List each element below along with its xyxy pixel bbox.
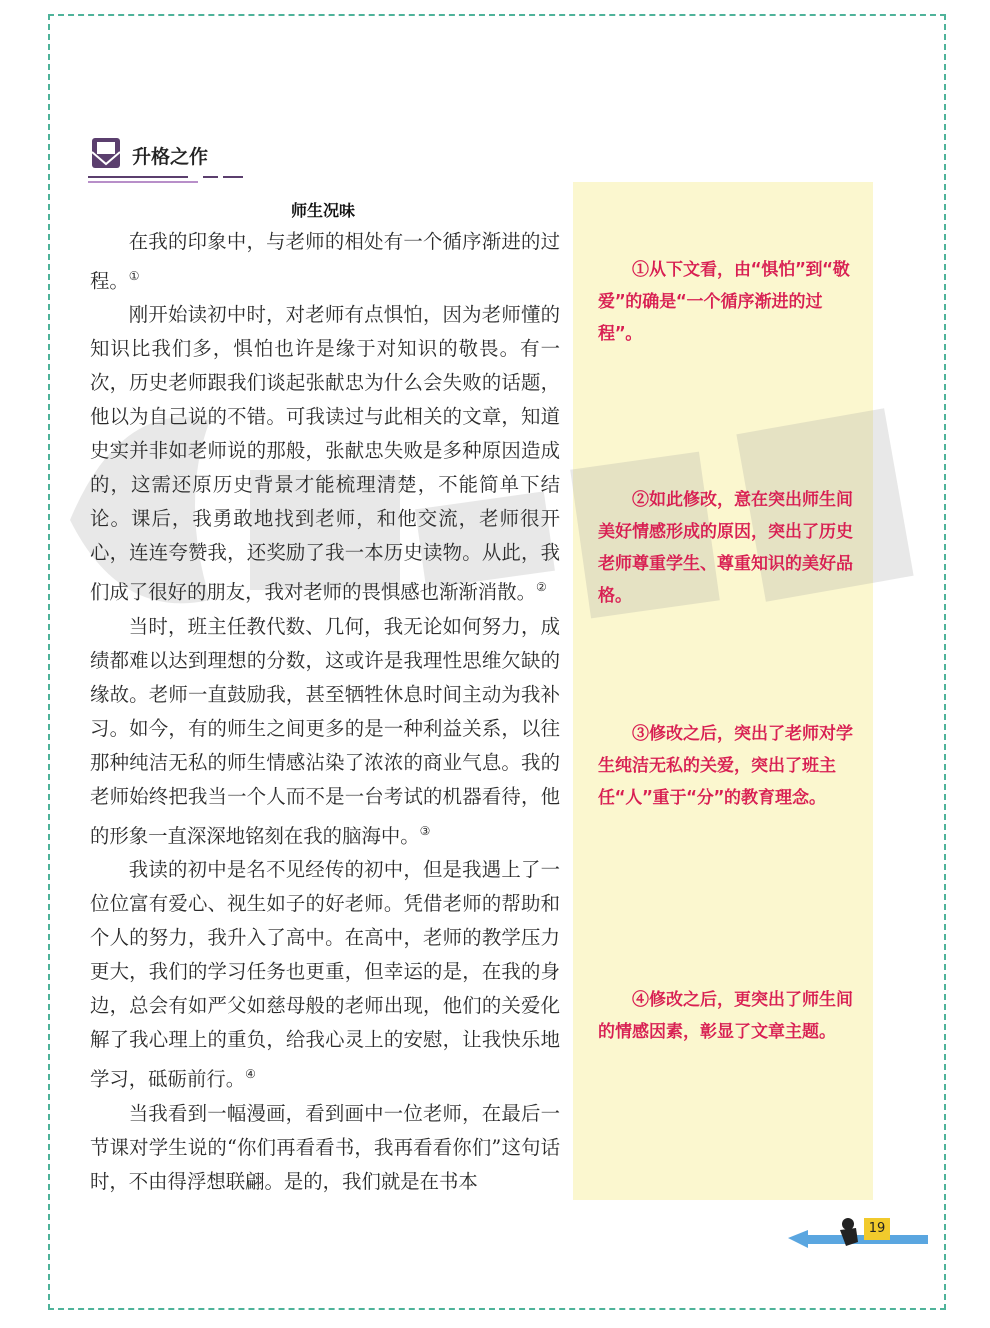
paragraph: 当我看到一幅漫画，看到画中一位老师，在最后一节课对学生说的“你们再看看书，我再看看你们”这句话时，不由得浮想联翩。是的，我们就是在书本 — [90, 1101, 560, 1193]
section-header — [88, 132, 388, 192]
arrow-icon — [786, 1208, 934, 1256]
annotation-marker: ① — [128, 269, 140, 283]
side-note-1: ①从下文看，由“惧怕”到“敬爱”的确是“一个循序渐进的过程”。 — [598, 260, 850, 344]
page-number-badge — [786, 1208, 934, 1256]
side-note-3: ③修改之后，突出了老师对学生纯洁无私的关爱，突出了班主任“人”重于“分”的教育理念。 — [598, 724, 853, 808]
article-title: 师生况味 — [290, 201, 355, 220]
annotation-marker: ④ — [245, 1067, 256, 1082]
paragraph: 当时，班主任教代数、几何，我无论如何努力，成绩都难以达到理想的分数，这或许是我理性思维欠缺的缘故。老师一直鼓励我，甚至牺牲休息时间主动为我补习。如今，有的师生之间更多的是一种利益关系，以往那种纯洁无私的师生情感沾染了浓浓的商业气息。我的老师始终把我当一个人而不是一台考试的机器看待，他的形象一直深深地铭刻在我的脑海中。③ — [90, 614, 560, 848]
section-label: 升格之作 — [132, 146, 209, 168]
side-note-4: ④修改之后，更突出了师生间的情感因素，彰显了文章主题。 — [598, 990, 853, 1042]
envelope-icon — [88, 132, 126, 172]
article-body — [90, 225, 560, 1199]
page-number: 19 — [864, 1218, 890, 1240]
paragraph: 我读的初中是名不见经传的初中，但是我遇上了一位位富有爱心、视生如子的好老师。凭借老师的帮助和个人的努力，我升入了高中。在高中，老师的教学压力更大，我们的学习任务也更重，但幸运的是，在我的身边，总会有如严父如慈母般的老师出现，他们的关爱化解了我心理上的重负，给我心灵上的安慰，让我快乐地学习，砥砺前行。④ — [90, 858, 560, 1091]
header-underline — [88, 174, 248, 186]
side-note-2: ②如此修改，意在突出师生间美好情感形成的原因，突出了历史老师尊重学生、尊重知识的美好品格。 — [598, 490, 853, 606]
paragraph: 在我的印象中，与老师的相处有一个循序渐进的过程。① — [90, 230, 560, 293]
annotation-marker: ② — [535, 580, 547, 595]
annotation-marker: ③ — [419, 823, 431, 838]
paragraph: 刚开始读初中时，对老师有点惧怕，因为老师懂的知识比我们多，惧怕也许是缘于对知识的敬畏。有一次，历史老师跟我们谈起张献忠为什么会失败的话题，他以为自己说的不错。可我读过与此相关的文章，知道史实并非如老师说的那般，张献忠失败是多种原因造成的，这需还原历史背景才能梳理清楚，不能简单下结论。课后，我勇敢地找到老师，和他交流，老师很开心，连连夸赞我，还奖励了我一本历史读物。从此，我们成了很好的朋友，我对老师的畏惧感也渐渐消散。② — [90, 303, 560, 604]
